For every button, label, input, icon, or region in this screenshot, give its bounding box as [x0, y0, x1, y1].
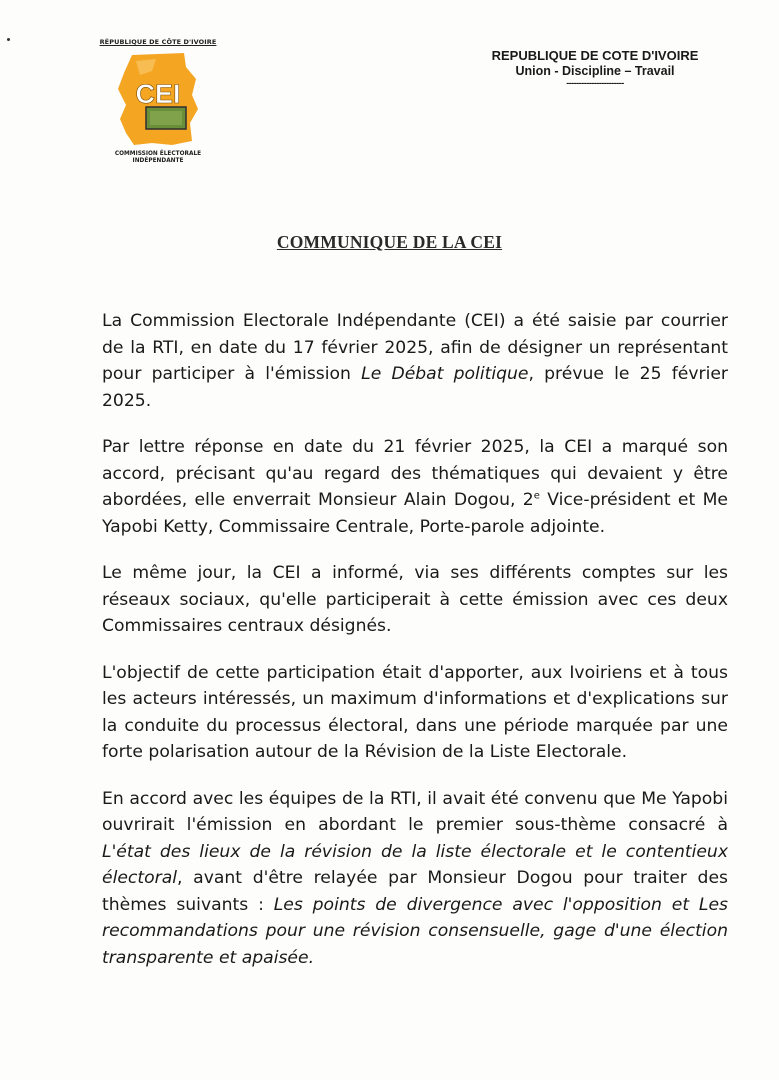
logo-top-text: RÉPUBLIQUE DE CÔTE D'IVOIRE [99, 38, 217, 46]
logo-bottom-line1: COMMISSION ÉLECTORALE [114, 151, 202, 157]
logo-acronym: CEI [135, 79, 181, 109]
paragraph-2 [102, 434, 728, 540]
cei-logo [88, 38, 228, 165]
paragraph-3: Le même jour, la CEI a informé, via ses différents comptes sur les réseaux sociaux, qu'elle participerait à cette émission avec ces deux Commissaires centraux désignés. [102, 563, 728, 636]
paragraph-4: L'objectif de cette participation était d'apporter, aux Ivoiriens et à tous les acteurs intéressés, un maximum d'informations et d'explications sur la conduite du processus électoral, dans une période marquée par une forte polarisation autour de la Révision de la Liste Electorale. [102, 662, 728, 762]
document-title: COMMUNIQUE DE LA CEI [276, 232, 503, 252]
paragraph-1 [102, 308, 728, 414]
p5-text-a: En accord avec les équipes de la RTI, il avait été convenu que Me Yapobi ouvrirait l'émission en abordant le premier sous-thème consacré à [102, 788, 728, 835]
p1-program-name: Le Débat politique [361, 364, 529, 384]
header-separator: ----------------------- [566, 78, 624, 88]
p2-text-b: Vice-président et Me Yapobi Ketty, Commissaire Centrale, Porte-parole adjointe. [102, 490, 728, 537]
p1-text-c: , prévue le 25 février 2025. [102, 364, 728, 411]
scan-mark [7, 38, 10, 41]
header-country: REPUBLIQUE DE COTE D'IVOIRE [491, 48, 699, 63]
cei-emblem-icon [112, 49, 204, 149]
p1-text-a: La Commission Electorale Indépendante (CEI) a été saisie par courrier de la RTI, en date du 17 février 2025, afin de désigner un représentant pour participer à l'émission [102, 311, 728, 384]
p2-text-a: Par lettre réponse en date du 21 février 2025, la CEI a marqué son accord, précisant qu'au regard des thématiques qui devaient y être abordées, elle enverrait Monsieur Alain Dogou, 2 [102, 437, 728, 510]
logo-bottom-text [88, 151, 228, 165]
p5-text-c: , avant d'être relayée par Monsieur Dogou pour traiter des thèmes suivants : [102, 868, 728, 915]
logo-bottom-line2: INDÉPENDANTE [132, 158, 184, 164]
p2-superscript: e [533, 490, 540, 502]
document-body [102, 308, 728, 991]
p5-theme-2: Les points de divergence avec l'opposition et Les recommandations pour une révision consensuelle, gage d'une élection transparente et apaisée. [102, 894, 728, 968]
paragraph-5 [102, 786, 728, 972]
header-country-block [480, 48, 710, 88]
header-motto: Union - Discipline – Travail [515, 64, 675, 78]
p5-theme-1: L'état des lieux de la révision de la liste électorale et le contentieux électoral [102, 841, 728, 888]
